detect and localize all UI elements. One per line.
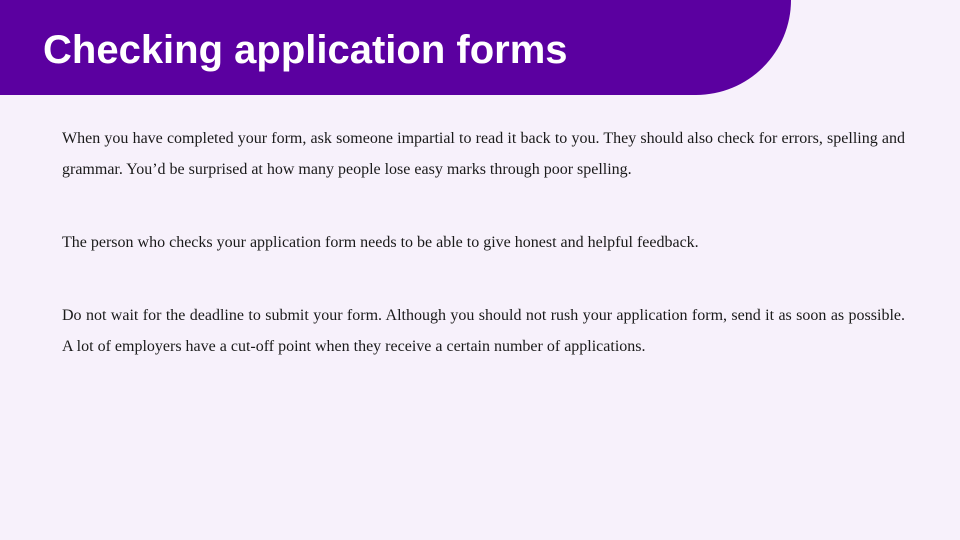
title-banner [0,0,791,95]
paragraph-deadline: Do not wait for the deadline to submit your form. Although you should not rush your application form, send it as soon as possible. A lot of employers have a cut-off point when they receive a certain number of applications. [62,307,905,355]
slide-title: Checking application forms [43,28,568,72]
paragraph-feedback: The person who checks your application form needs to be able to give honest and helpful feedback. [62,234,699,251]
paragraph-proofreading: When you have completed your form, ask someone impartial to read it back to you. They should also check for errors, spelling and grammar. You’d be surprised at how many people lose easy marks through poor spelling. [62,130,905,178]
body-text [62,123,905,362]
